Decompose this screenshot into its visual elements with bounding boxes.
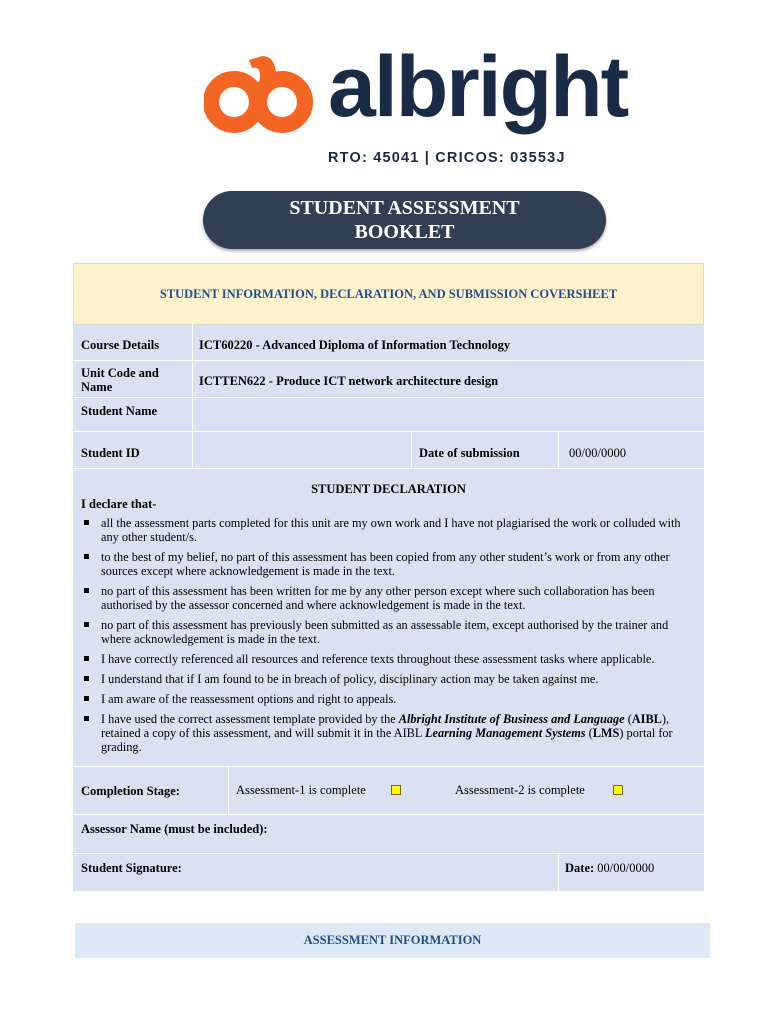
declaration-item: all the assessment parts completed for this unit are my own work and I have not plagiarised the work or colluded with any other student/s. [81, 516, 699, 544]
student-name-field[interactable] [199, 399, 699, 429]
lms-abbr: LMS [592, 726, 620, 740]
date-of-submission-label: Date of submission [419, 446, 520, 460]
assessment-2-checkbox[interactable] [613, 785, 623, 795]
column-divider [558, 431, 559, 468]
assessment-2-label: Assessment-2 is complete [455, 783, 585, 797]
declaration-item: to the best of my belief, no part of this assessment has been copied from any other student’s work or from any other sources except where acknowledgement is made in the text. [81, 550, 699, 578]
signature-date-value[interactable]: 00/00/0000 [597, 861, 655, 875]
declaration-item: I am aware of the reassessment options and right to appeals. [81, 692, 699, 706]
assessment-information-heading: ASSESSMENT INFORMATION [75, 923, 710, 958]
declaration-item-text: ), retained a copy of this assessment, and will submit it in the AIBL [101, 712, 670, 740]
student-id-label: Student ID [81, 446, 140, 460]
row-divider [73, 853, 704, 854]
column-divider [192, 323, 193, 468]
column-divider [228, 766, 229, 814]
column-divider [411, 431, 412, 468]
completion-stage-label: Completion Stage: [81, 784, 180, 798]
declaration-item: no part of this assessment has been written for me by any other person except where such collaboration has been authorised by the assessor concerned and where acknowledgement is made in the text. [81, 584, 699, 612]
lms-name: Learning Management Systems [425, 726, 586, 740]
signature-date-label: Date: [565, 861, 595, 875]
rto-cricos-line: RTO: 45041 | CRICOS: 03553J [328, 150, 566, 166]
assessment-1-checkbox[interactable] [391, 785, 401, 795]
row-divider [73, 814, 704, 815]
student-signature-field[interactable] [193, 855, 553, 889]
declaration-item: I have correctly referenced all resources and reference texts throughout these assessment tasks where applicable. [81, 652, 699, 666]
row-divider [73, 431, 704, 432]
coversheet-heading: STUDENT INFORMATION, DECLARATION, AND SUBMISSION COVERSHEET [73, 263, 704, 325]
column-divider [558, 853, 559, 891]
institute-name: Albright Institute of Business and Language [398, 712, 625, 726]
date-of-submission-value[interactable]: 00/00/0000 [569, 446, 626, 460]
student-name-label: Student Name [81, 404, 158, 418]
declaration-item-template [81, 712, 699, 754]
albright-logo [204, 39, 628, 174]
student-signature-label: Student Signature: [81, 861, 182, 875]
row-divider [73, 468, 704, 469]
coversheet-table [73, 263, 704, 891]
unit-code-label: Unit Code and Name [81, 366, 159, 394]
booklet-title-text: STUDENT ASSESSMENT BOOKLET [289, 197, 520, 243]
declaration-list [81, 516, 699, 760]
row-divider [73, 766, 704, 767]
student-declaration-title: STUDENT DECLARATION [311, 482, 466, 496]
signature-date [565, 861, 654, 875]
assessor-name-field[interactable] [283, 816, 698, 850]
albright-wordmark: albright [328, 39, 628, 135]
declaration-item: I understand that if I am found to be in breach of policy, disciplinary action may be taken against me. [81, 672, 699, 686]
booklet-title [203, 191, 606, 249]
declaration-item-text: ( [585, 726, 593, 740]
row-divider [73, 397, 704, 398]
course-details-value: ICT60220 - Advanced Diploma of Information Technology [199, 338, 511, 352]
aibl-abbr: AIBL [631, 712, 662, 726]
declaration-item: no part of this assessment has previously been submitted as an assessable item, except authorised by the trainer and where acknowledgement is made in the text. [81, 618, 699, 646]
row-divider [73, 360, 704, 361]
albright-ab-mark-icon [204, 54, 328, 134]
declaration-item-text: ( [624, 712, 632, 726]
unit-code-value: ICTTEN622 - Produce ICT network architecture design [199, 374, 499, 388]
declaration-item-text: ) portal for grading. [101, 726, 673, 754]
declaration-intro: I declare that- [81, 497, 157, 511]
declaration-item-text: I have used the correct assessment template provided by the [101, 712, 399, 726]
course-details-label: Course Details [81, 338, 160, 352]
assessor-name-label: Assessor Name (must be included): [81, 822, 268, 836]
assessment-1-label: Assessment-1 is complete [236, 783, 366, 797]
student-id-field[interactable] [194, 433, 409, 467]
